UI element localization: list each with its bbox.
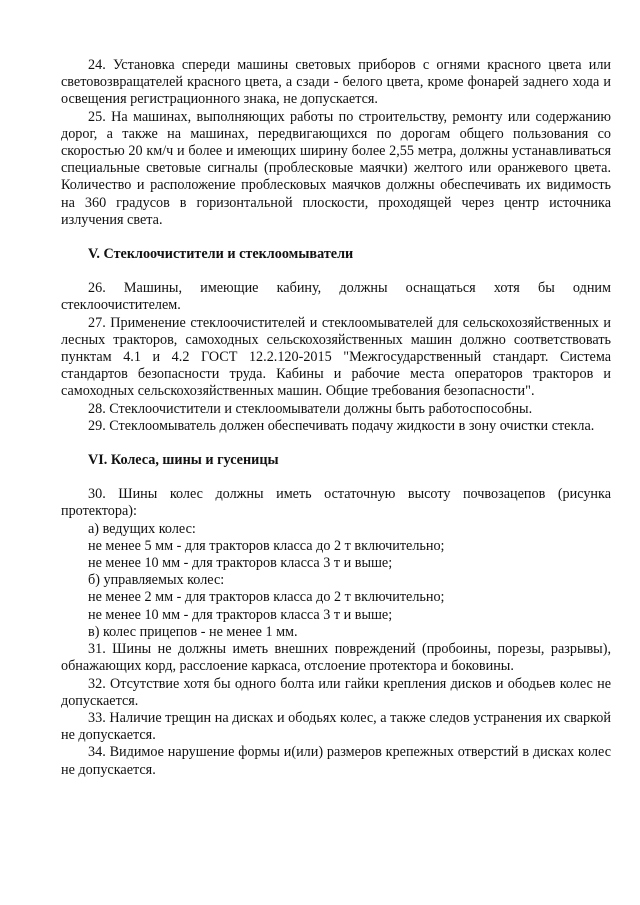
list-item: в) колес прицепов - не менее 1 мм. xyxy=(88,623,298,640)
paragraph-24: 24. Установка спереди машины световых приборов с огнями красного цвета или световозвращателей красного цвета, а сзади - белого цвета, кроме фонарей заднего хода и освещения регистрационного знака, не допускается. xyxy=(61,57,611,108)
paragraph-26: 26. Машины, имеющие кабину, должны оснащаться хотя бы одним стеклоочистителем. xyxy=(61,280,611,314)
list-item: не менее 5 мм - для тракторов класса до 2 т включительно; xyxy=(88,537,445,554)
paragraph-27: 27. Применение стеклоочистителей и стеклоомывателей для сельскохозяйственных и лесных тракторов, самоходных сельскохозяйственных машин должно соответствовать пунктам 4.1 и 4.2 ГОСТ 12.2.120-2015 "Межгосударственный стандарт. Система стандартов безопасности труда. Кабины и рабочие места операторов тракторов и самоходных сельскохозяйственных машин. Общие требования безопасности". xyxy=(61,314,611,400)
paragraph-32: 32. Отсутствие хотя бы одного болта или гайки крепления дисков и ободьев колес не допускается. xyxy=(61,675,611,709)
list-item: не менее 10 мм - для тракторов класса 3 т и выше; xyxy=(88,555,393,572)
document-page xyxy=(61,57,611,779)
list-item: не менее 10 мм - для тракторов класса 3 т и выше; xyxy=(88,606,393,623)
list-item: б) управляемых колес: xyxy=(88,572,225,589)
section-heading-v: V. Стеклоочистители и стеклоомыватели xyxy=(88,246,354,263)
paragraph-29: 29. Стеклоомыватель должен обеспечивать подачу жидкости в зону очистки стекла. xyxy=(88,417,595,434)
section-heading-vi: VI. Колеса, шины и гусеницы xyxy=(88,452,279,469)
paragraph-34: 34. Видимое нарушение формы и(или) размеров крепежных отверстий в дисках колес не допускается. xyxy=(61,744,611,778)
paragraph-31: 31. Шины не должны иметь внешних повреждений (пробоины, порезы, разрывы), обнажающих корд, расслоение каркаса, отслоение протектора и боковины. xyxy=(61,641,611,675)
paragraph-28: 28. Стеклоочистители и стеклоомыватели должны быть работоспособны. xyxy=(88,400,533,417)
list-item: не менее 2 мм - для тракторов класса до 2 т включительно; xyxy=(88,589,445,606)
list-item: а) ведущих колес: xyxy=(88,520,196,537)
paragraph-30: 30. Шины колес должны иметь остаточную высоту почвозацепов (рисунка протектора): xyxy=(61,486,611,520)
paragraph-33: 33. Наличие трещин на дисках и ободьях колес, а также следов устранения их сваркой не допускается. xyxy=(61,709,611,744)
paragraph-25: 25. На машинах, выполняющих работы по строительству, ремонту или содержанию дорог, а также на машинах, передвигающихся по дорогам общего пользования со скоростью 20 км/ч и более и имеющих ширину более 2,55 метра, должны устанавливаться специальные световые сигналы (проблесковые маячки) желтого или оранжевого цвета. Количество и расположение проблесковых маячков должны обеспечивать их видимость на 360 градусов в горизонтальной плоскости, проходящей через центр источника излучения света. xyxy=(61,108,611,228)
